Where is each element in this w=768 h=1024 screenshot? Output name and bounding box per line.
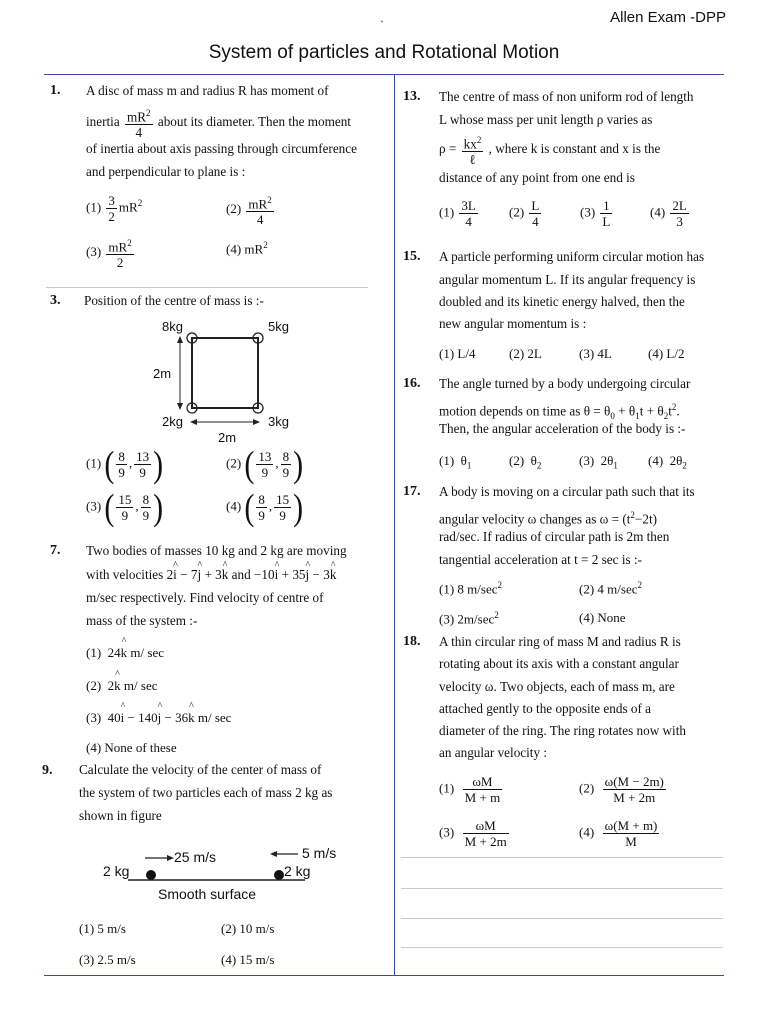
q9-line-1: Calculate the velocity of the center of mass of [79,762,322,777]
q9-option-2: (2) 10 m/s [221,921,275,936]
note-line [401,918,723,919]
q3-option-1: (1) ( $\frac{8}{9}$ , $\frac{13}{9}$ ) [86,443,164,485]
q1-option-4: (4) $mR^2$ [226,240,268,257]
q18-option-3: (3) $\frac{\omega M}{M + 2m}$ [439,818,507,849]
q16-line-2: motion depends on time as $\theta = \theta_0 + \theta_1t + \theta_2t^2$. [439,402,680,422]
note-line [401,857,723,858]
q1-line-3: of inertia about axis passing through circumference [86,141,357,156]
q13-option-3: (3) $\frac{1}{L}$ [580,198,611,229]
q9-option-1: (1) 5 m/s [79,921,126,936]
q7-option-1: (1) 24^ k m/ sec [86,645,164,661]
q9-number: 9. [42,763,53,778]
q3-number: 3. [50,293,61,308]
bottom-rule [44,975,724,976]
top-rule [44,74,724,75]
q17-option-2: (2) 4 $m/\sec^2$ [579,580,642,597]
side-label-horizontal: 2m [218,430,237,445]
q7-line-1: Two bodies of masses 10 kg and 2 kg are moving [86,543,347,558]
q15-number: 15. [403,249,421,264]
q1-option-2: (2) $\frac{mR^2}{4}$ [226,195,272,228]
mass-label-3kg: 3kg [268,414,289,429]
exam-brand: Allen Exam -DPP [610,9,726,26]
q13-line-1: The centre of mass of non uniform rod of length [439,89,694,104]
q18-line-6: an angular velocity : [439,745,548,760]
note-line [401,947,723,948]
q15-option-4: (4) L/2 [648,346,685,361]
q13-option-2: (2) $\frac{L}{4}$ [509,198,540,229]
q1-option-1: (1) $\frac{3}{2}$ $mR^2$ [86,193,143,224]
mass-label-1: 2 kg [103,863,130,879]
q18-line-1: A thin circular ring of mass M and radius R is [439,634,681,649]
particle-1 [146,870,156,880]
q17-option-1: (1) 8 $m/\sec^2$ [439,580,502,597]
q1-number: 1. [50,83,61,98]
q17-line-3: rad/sec. If radius of circular path is 2m then [439,529,670,544]
q16-line-1: The angle turned by a body undergoing circular [439,376,691,391]
q13-number: 13. [403,89,421,104]
column-divider [394,74,395,975]
q18-option-1: (1) $\frac{\omega M}{M + m}$ [439,774,501,805]
q15-line-3: doubled and its kinetic energy halved, then the [439,294,685,309]
q16-line-3: Then, the angular acceleration of the body is :- [439,421,686,436]
q1-frac-mr2-4: $\frac{mR^2}{4}$ [126,108,151,141]
q15-line-1: A particle performing uniform circular motion has [439,249,705,264]
q17-line-1: A body is moving on a circular path such that its [439,484,695,499]
q18-line-3: velocity ω. Two objects, each of mass m, are [439,679,675,694]
q15-option-2: (2) 2L [509,346,542,361]
q18-number: 18. [403,634,421,649]
surface-label: Smooth surface [158,886,257,902]
q13-line-2: L whose mass per unit length ρ varies as [439,112,653,127]
q17-number: 17. [403,484,421,499]
velocity-label-2: 5 m/s [302,845,337,861]
q3-option-2: (2) ( $\frac{13}{9}$ , $\frac{8}{9}$ ) [226,443,304,485]
q13-option-1: (1) $\frac{3L}{4}$ [439,198,476,229]
side-label-vertical: 2m [153,366,172,381]
page-title: System of particles and Rotational Motion [208,42,560,63]
q7-line-2: with velocities 2^ i − 7^ j + 3^ k and −10^ i + 35^ j − 3^ k [86,564,368,587]
q7-number: 7. [50,543,61,558]
q7-option-3: (3) 40^ i − 140^ j − 36^ k m/ sec [86,710,231,726]
q9-option-3: (3) 2.5 m/s [79,952,136,967]
q18-option-2: (2) $\frac{\omega(M - 2m)}{M + 2m}$ [579,774,664,805]
q7-line-4: mass of the system :- [86,613,198,628]
q13-line-4: distance of any point from one end is [439,170,635,185]
q9-option-4: (4) 15 m/s [221,952,275,967]
q13-frac-kx2-l: $\frac{kx^2}{\text{ℓ}}$ [463,135,482,168]
q7-line-3: m/sec respectively. Find velocity of centre of [86,590,324,605]
q18-line-4: attached gently to the opposite ends of a [439,701,652,716]
q17-option-4: (4) None [579,610,626,625]
mass-label-2: 2 kg [284,863,311,879]
note-line [401,888,723,889]
q16-number: 16. [403,376,421,391]
q17-line-4: tangential acceleration at t = 2 sec is :- [439,552,642,567]
q18-line-5: diameter of the ring. The ring rotates now with [439,723,686,738]
q15-line-2: angular momentum L. If its angular frequency is [439,272,696,287]
stray-mark: ` [380,18,384,32]
separator [46,287,368,288]
q16-option-2: (2) $\theta_2$ [509,453,542,471]
velocity-label-1: 25 m/s [174,849,217,865]
mass-label-8kg: 8kg [162,319,183,334]
q18-line-2: rotating about its axis with a constant angular [439,656,679,671]
q16-option-3: (3) $2\theta_1$ [579,453,618,471]
q9-line-2: the system of two particles each of mass 2 kg as [79,785,333,800]
q16-option-4: (4) $2\theta_2$ [648,453,687,471]
square [192,338,258,408]
mass-label-5kg: 5kg [268,319,289,334]
q7-option-2: (2) 2^ k m/ sec [86,678,158,694]
q15-option-1: (1) L/4 [439,346,476,361]
q9-line-3: shown in figure [79,808,162,823]
q18-option-4: (4) $\frac{\omega(M + m)}{M}$ [579,818,658,849]
q17-option-3: (3) $2m/\sec^2$ [439,610,499,627]
mass-label-2kg: 2kg [162,414,183,429]
q3-option-3: (3) ( $\frac{15}{9}$ , $\frac{8}{9}$ ) [86,486,164,528]
q16-option-1: (1) $\theta_1$ [439,453,472,471]
q1-option-3: (3) $\frac{mR^2}{2}$ [86,238,132,271]
q3-option-4: (4) ( $\frac{8}{9}$ , $\frac{15}{9}$ ) [226,486,304,528]
q1-line-2: inertia $\frac{mR^2}{4}$ about its diameter. Then the moment [86,108,351,141]
q15-option-3: (3) 4L [579,346,612,361]
q1-line-1: A disc of mass m and radius R has moment of [86,83,329,98]
q13-option-4: (4) $\frac{2L}{3}$ [650,198,687,229]
q17-line-2: angular velocity ω changes as $\omega = (t^2-2t)$ [439,510,658,527]
q15-line-4: new angular momentum is : [439,316,587,331]
q1-line-4: and perpendicular to plane is : [86,164,246,179]
particle-2 [274,870,284,880]
q3-text: Position of the centre of mass is :- [84,293,264,308]
q7-option-4: (4) None of these [86,740,177,755]
q13-line-3: ρ = $\frac{kx^2}{\text{ℓ}}$ , where k is constant and x is the [439,135,661,168]
